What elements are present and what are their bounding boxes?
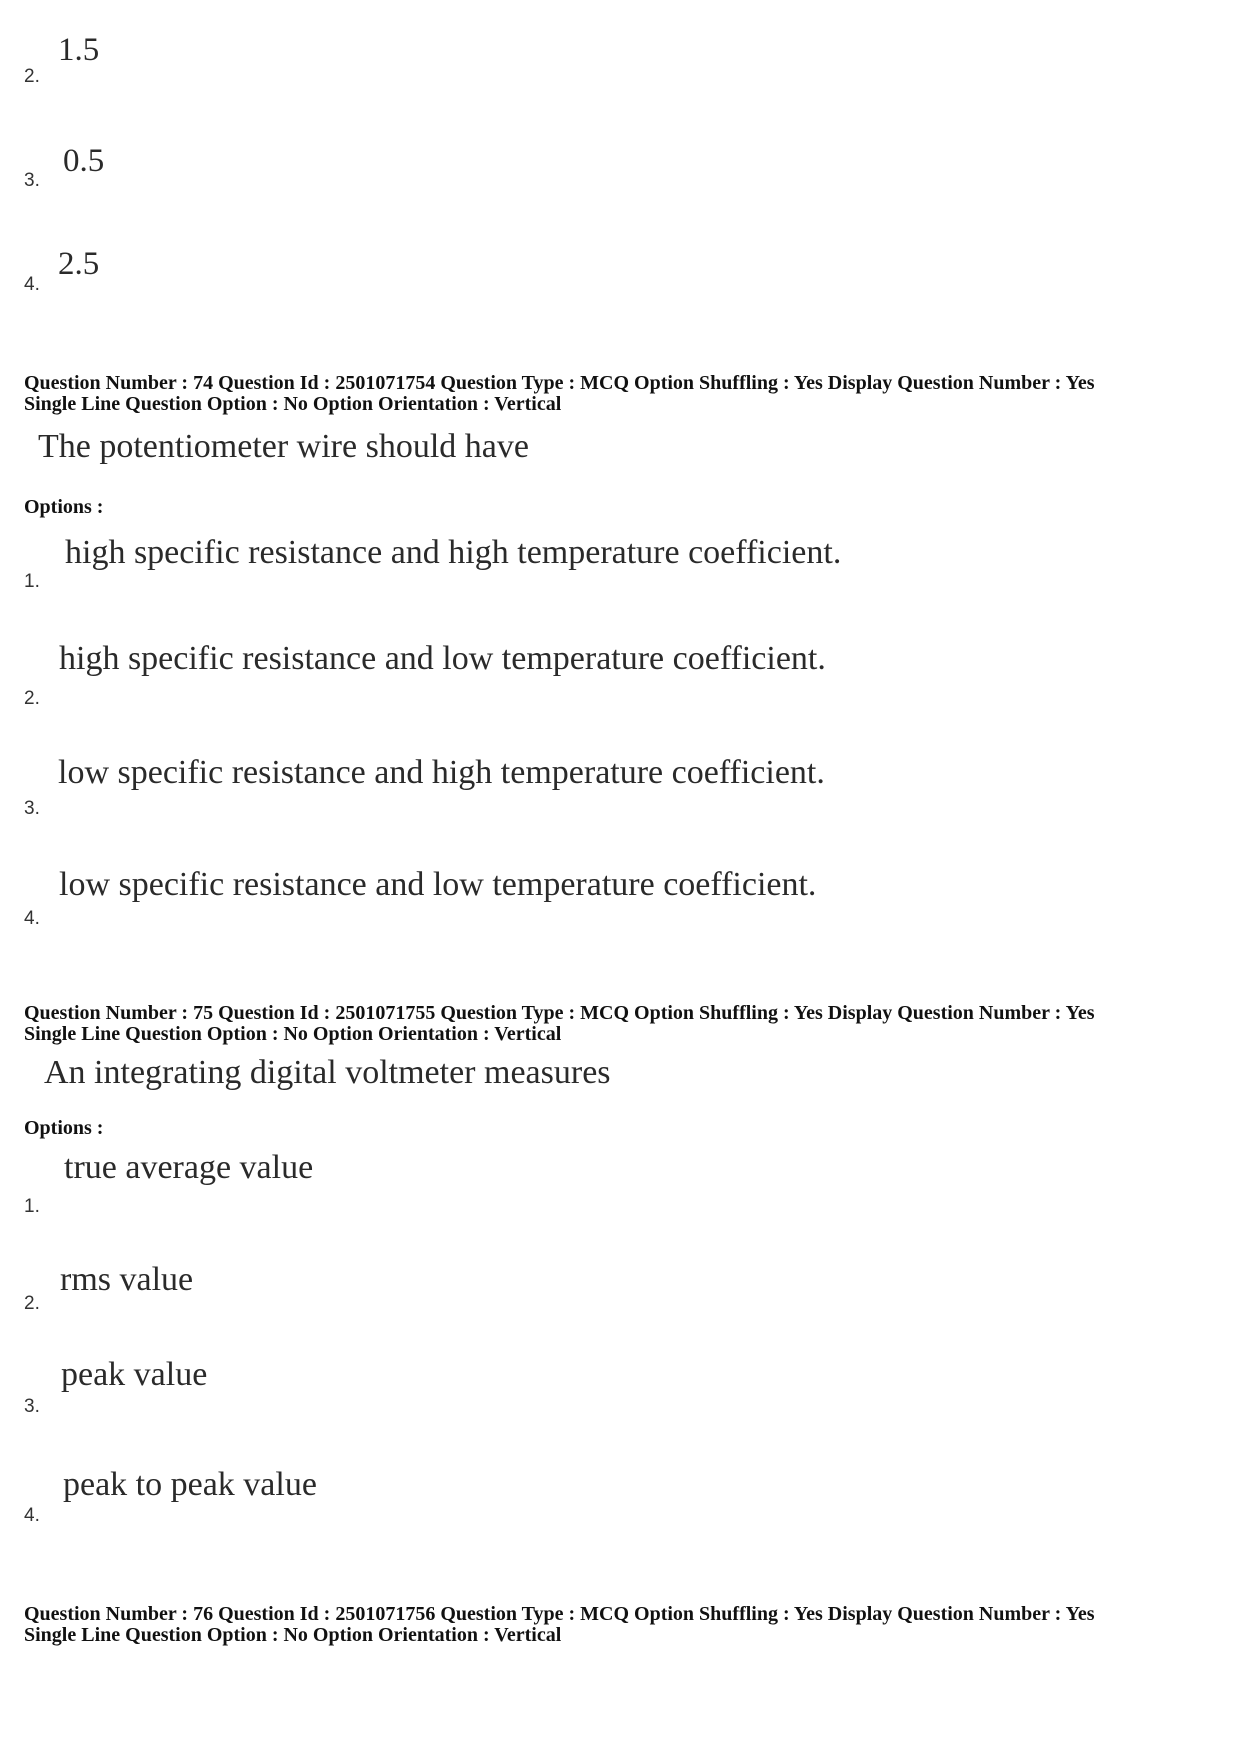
- question-meta-line: Single Line Question Option : No Option Orientation : Vertical: [24, 1624, 562, 1646]
- question-meta: [24, 1604, 1094, 1646]
- question-meta-line: Question Number : 74 Question Id : 2501071754 Question Type : MCQ Option Shuffling : Yes Display Question Number : Yes: [24, 372, 1095, 394]
- options-label: Options :: [24, 1117, 104, 1139]
- option-number: 2.: [24, 688, 40, 709]
- option-text: 2.5: [58, 246, 100, 282]
- question-meta-line: Question Number : 76 Question Id : 2501071756 Question Type : MCQ Option Shuffling : Yes Display Question Number : Yes: [24, 1603, 1095, 1625]
- option-text: peak to peak value: [63, 1466, 317, 1503]
- question-text: An integrating digital voltmeter measures: [44, 1054, 611, 1091]
- option-text: true average value: [64, 1149, 314, 1186]
- question-meta: [24, 1003, 1094, 1045]
- option-number: 3.: [24, 798, 40, 819]
- option-number: 4.: [24, 908, 40, 929]
- question-meta-line: Single Line Question Option : No Option Orientation : Vertical: [24, 1023, 562, 1045]
- option-text: rms value: [60, 1261, 194, 1298]
- question-meta-line: Question Number : 75 Question Id : 2501071755 Question Type : MCQ Option Shuffling : Yes Display Question Number : Yes: [24, 1002, 1095, 1024]
- option-number: 2.: [24, 1293, 40, 1314]
- option-text: low specific resistance and low temperature coefficient.: [59, 866, 817, 903]
- option-text: high specific resistance and high temperature coefficient.: [65, 534, 842, 571]
- option-number: 1.: [24, 1196, 40, 1217]
- option-text: low specific resistance and high temperature coefficient.: [58, 754, 825, 791]
- option-number: 2.: [24, 66, 40, 87]
- options-label: Options :: [24, 496, 104, 518]
- option-text: peak value: [61, 1356, 208, 1393]
- option-text: 0.5: [63, 143, 105, 179]
- question-meta-line: Single Line Question Option : No Option Orientation : Vertical: [24, 393, 562, 415]
- option-number: 4.: [24, 274, 40, 295]
- option-text: 1.5: [58, 32, 100, 68]
- question-text: The potentiometer wire should have: [38, 428, 529, 465]
- option-number: 3.: [24, 170, 40, 191]
- option-number: 1.: [24, 571, 40, 592]
- question-meta: [24, 373, 1094, 415]
- option-number: 3.: [24, 1396, 40, 1417]
- option-text: high specific resistance and low temperature coefficient.: [59, 640, 826, 677]
- option-number: 4.: [24, 1505, 40, 1526]
